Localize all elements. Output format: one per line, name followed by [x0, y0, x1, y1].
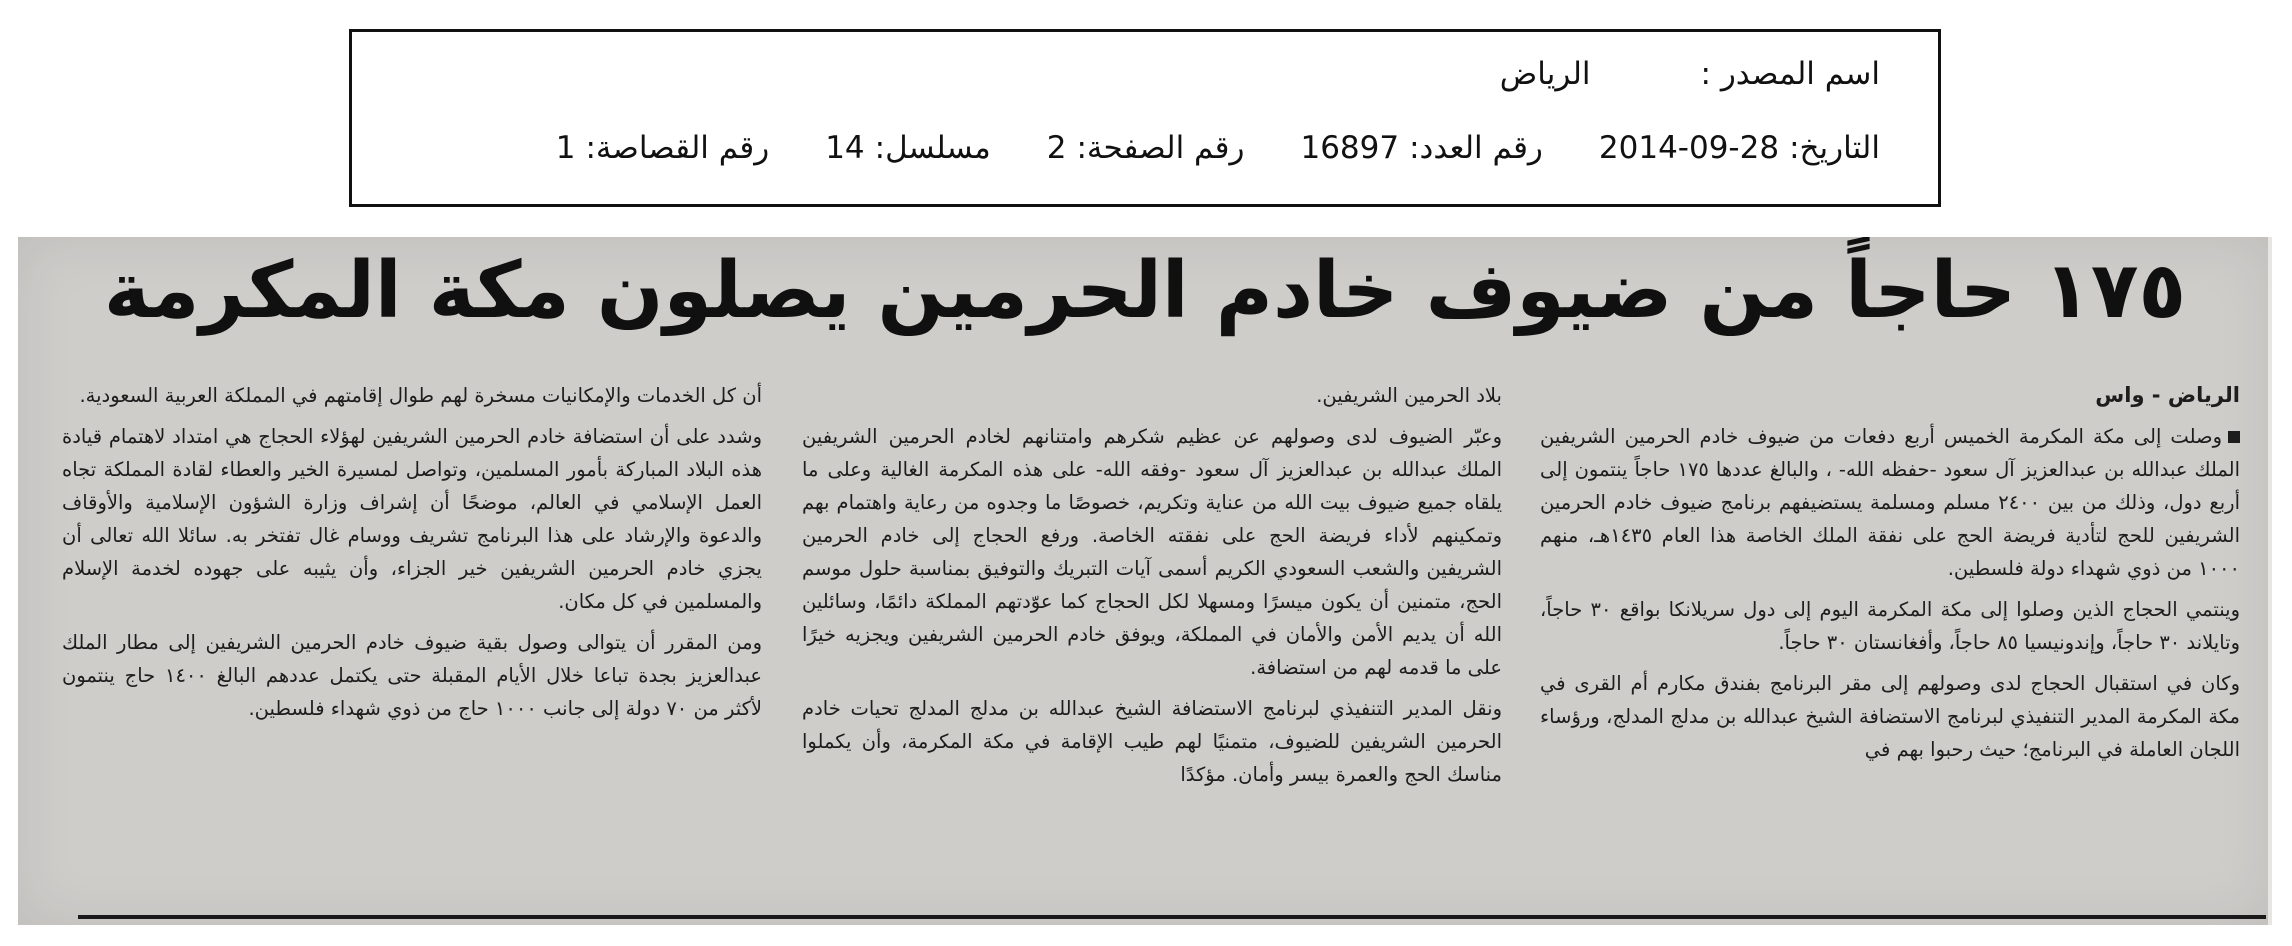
paragraph: أن كل الخدمات والإمكانيات مسخرة لهم طوال إقامتهم في المملكة العربية السعودية. — [79, 384, 762, 407]
date-field — [1599, 130, 1880, 166]
issue-value: 16897 — [1300, 130, 1400, 166]
article-column-1 — [1540, 379, 2240, 879]
serial-field — [825, 130, 991, 166]
source-label: اسم المصدر : — [1700, 56, 1880, 92]
article-column-3 — [62, 379, 762, 879]
clip-value: 1 — [555, 130, 576, 166]
bottom-rule — [78, 915, 2266, 919]
date-value: 2014-09-28 — [1598, 130, 1780, 166]
clip-label: رقم القصاصة: — [585, 130, 770, 166]
paragraph: وشدد على أن استضافة خادم الحرمين الشريفين لهؤلاء الحجاج هي امتداد لاهتمام قيادة هذه البلاد المباركة بأمور المسلمين، وتواصل لمسيرة الخير والعطاء لقادة المملكة تجاه العمل الإسلامي في العالم، موضحًا أن إشراف وزارة الشؤون الإسلامية والأوقاف والدعوة والإرشاد على هذا البرنامج تشريف ووسام غال تفتخر به. سائلا الله تعالى أن يجزي خادم الحرمين الشريفين خير الجزاء، وأن يثيبه على جهوده لخدمة الإسلام والمسلمين في كل مكان. — [62, 425, 762, 613]
article-column-2 — [802, 379, 1502, 879]
issue-label: رقم العدد: — [1409, 130, 1543, 166]
paragraph: ومن المقرر أن يتوالى وصول بقية ضيوف خادم الحرمين الشريفين إلى مطار الملك عبدالعزيز بجدة تباعا خلال الأيام المقبلة حتى يكتمل عددهم البالغ ١٤٠٠ حاج ينتمون لأكثر من ٧٠ دولة إلى جانب ١٠٠٠ حاج من ذوي شهداء فلسطين. — [62, 631, 762, 720]
clipping-edge — [2268, 237, 2272, 925]
paragraph: وينتمي الحجاج الذين وصلوا إلى مكة المكرمة اليوم إلى دول سريلانكا بواقع ٣٠ حاجاً، وتايلاند ٣٠ حاجاً، وإندونيسيا ٨٥ حاجاً، وأفغانستان ٣٠ حاجاً. — [1540, 598, 2240, 654]
serial-label: مسلسل: — [874, 130, 991, 166]
article-headline: ١٧٥ حاجاً من ضيوف خادم الحرمين يصلون مكة المكرمة — [103, 246, 2187, 336]
square-bullet-icon — [2228, 431, 2240, 443]
issue-field — [1300, 130, 1542, 166]
clip-field — [556, 130, 769, 166]
page-value: 2 — [1046, 130, 1067, 166]
paragraph: وصلت إلى مكة المكرمة الخميس أربع دفعات من ضيوف خادم الحرمين الشريفين الملك عبدالله بن عبدالعزيز آل سعود -حفظه الله- ، والبالغ عددها ١٧٥ حاجاً ينتمون إلى أربع دول، وذلك من بين ٢٤٠٠ مسلم ومسلمة يستضيفهم برنامج ضيوف خادم الحرمين الشريفين للحج لتأدية فريضة الحج على نفقة الملك الخاصة هذا العام ١٤٣٥هـ، منهم ١٠٠٠ من ذوي شهداء دولة فلسطين. — [1540, 425, 2240, 580]
page-field — [1047, 130, 1245, 166]
paragraph: بلاد الحرمين الشريفين. — [1316, 384, 1502, 407]
paragraph: وعبّر الضيوف لدى وصولهم عن عظيم شكرهم وامتنانهم لخادم الحرمين الشريفين الملك عبدالله بن عبدالعزيز آل سعود -وفقه الله- على هذه المكرمة الغالية وعلى ما يلقاه جميع ضيوف بيت الله من عناية وتكريم، خصوصًا ما وجدوه من رعاية واهتمام بهم وتمكينهم لأداء فريضة الحج على نفقته الخاصة. ورفع الحجاج إلى خادم الحرمين الشريفين والشعب السعودي الكريم أسمى آيات التبريك والتوفيق بمناسبة حلول موسم الحج، متمنين أن يكون ميسرًا ومسهلا لكل الحجاج كما عوّدتهم المملكة دائمًا، وسائلين الله أن يديم الأمن والأمان في المملكة، ويوفق خادم الحرمين الشريفين ويجزيه خيرًا على ما قدمه لهم من استضافة. — [802, 425, 1502, 679]
metadata-row-source — [1500, 56, 1880, 92]
serial-value: 14 — [825, 130, 865, 166]
paragraph: ونقل المدير التنفيذي لبرنامج الاستضافة الشيخ عبدالله بن مدلج المدلج تحيات خادم الحرمين الشريفين للضيوف، متمنيًا لهم طيب الإقامة في مكة المكرمة، وأن يكملوا مناسك الحج والعمرة بيسر وأمان. مؤكدًا — [802, 697, 1502, 786]
page-label: رقم الصفحة: — [1076, 130, 1245, 166]
newspaper-clipping — [18, 237, 2272, 925]
date-label: التاريخ: — [1789, 130, 1880, 166]
metadata-row-details — [556, 130, 1880, 166]
article-dateline: الرياض - واس — [2095, 383, 2240, 407]
paragraph: وكان في استقبال الحجاج لدى وصولهم إلى مقر البرنامج بفندق مكارم أم القرى في مكة المكرمة المدير التنفيذي لبرنامج الاستضافة الشيخ عبدالله بن مدلج المدلج، ورؤساء اللجان العاملة في البرنامج؛ حيث رحبوا بهم في — [1540, 672, 2240, 761]
clipping-metadata-box — [349, 29, 1941, 207]
source-value: الرياض — [1499, 56, 1591, 92]
